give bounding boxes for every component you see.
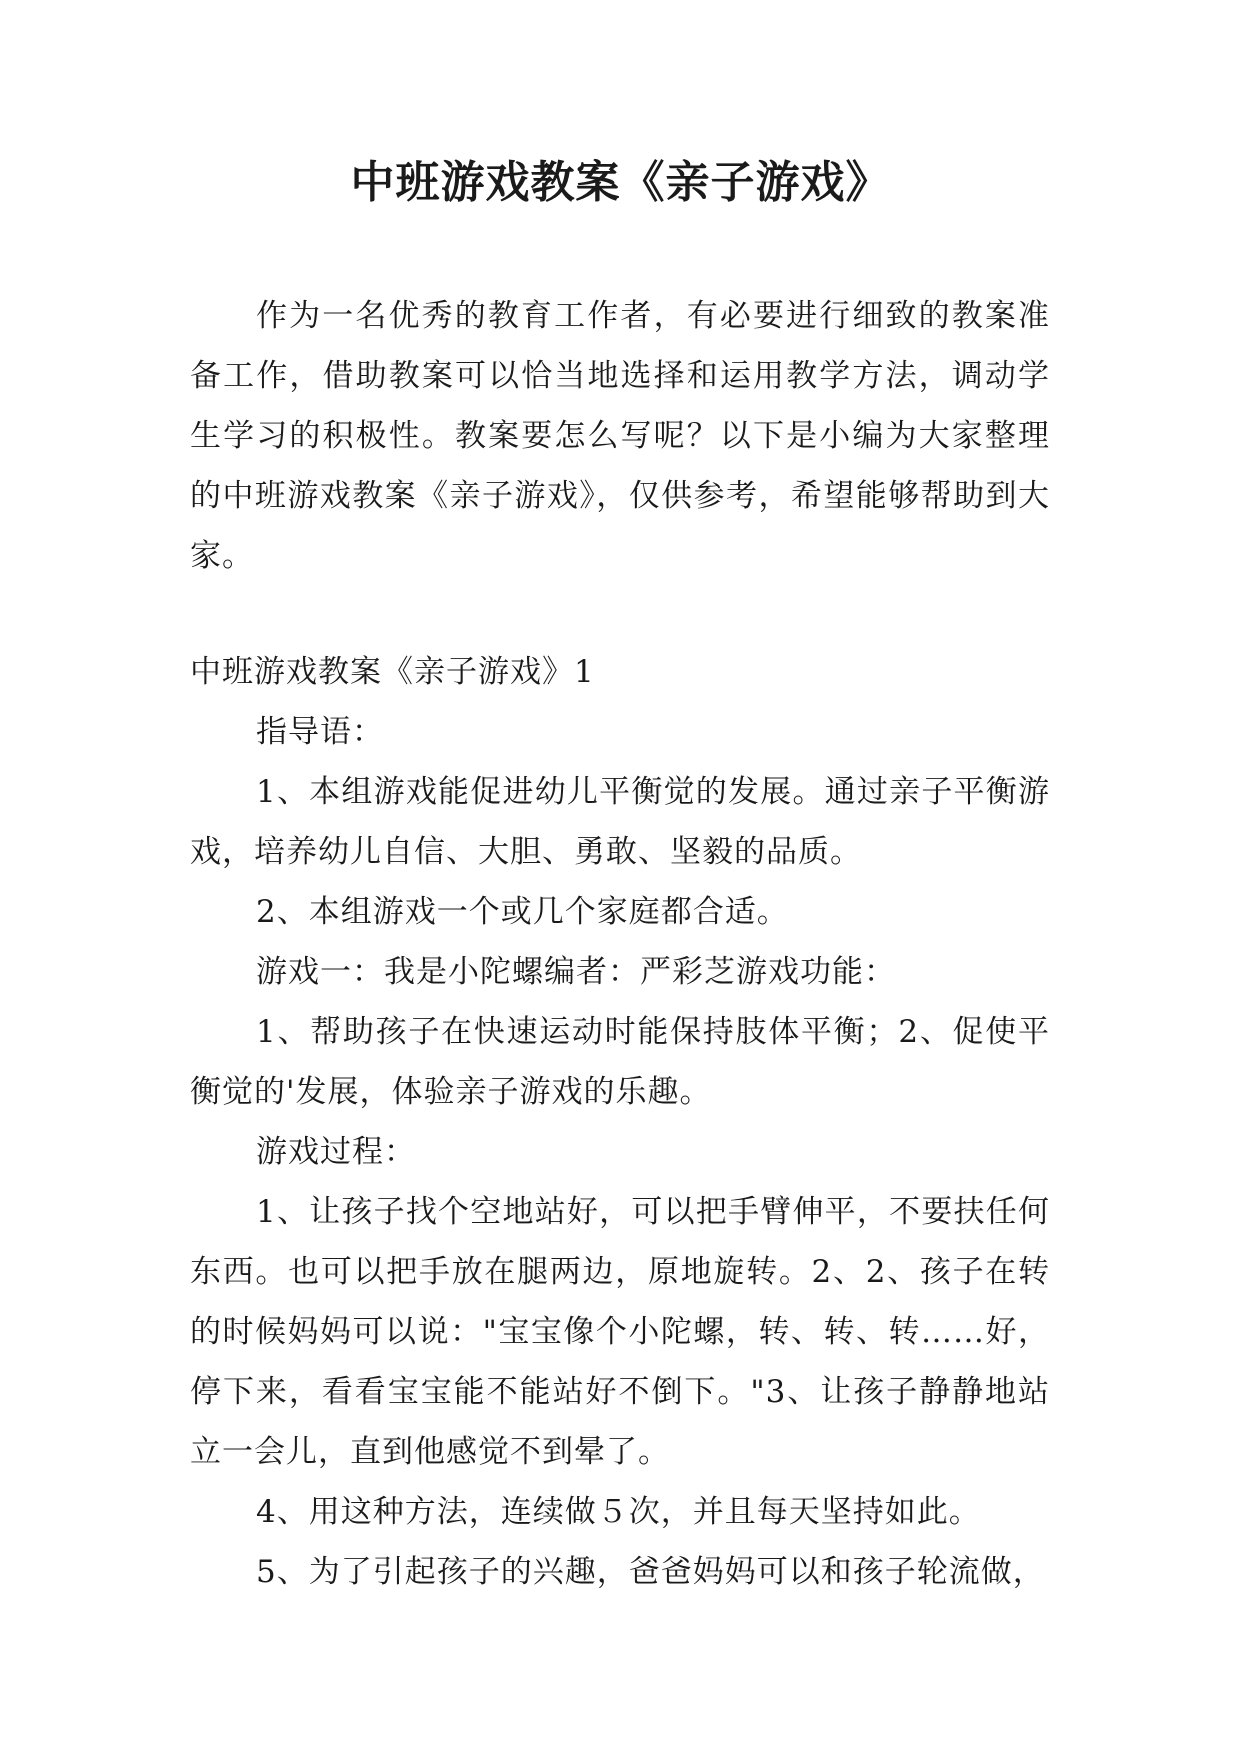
paragraph: 1、帮助孩子在快速运动时能保持肢体平衡；2、促使平衡觉的'发展，体验亲子游戏的乐趣。: [190, 1014, 1050, 1110]
intro-paragraph: 作为一名优秀的教育工作者，有必要进行细致的教案准备工作，借助教案可以恰当地选择和运用教学方法，调动学生学习的积极性。教案要怎么写呢？以下是小编为大家整理的中班游戏教案《亲子游戏》，仅供参考，希望能够帮助到大家。: [190, 298, 1050, 574]
paragraph: 指导语：: [256, 714, 384, 750]
paragraph: 5、为了引起孩子的兴趣，爸爸妈妈可以和孩子轮流做，: [256, 1554, 1045, 1590]
paragraph: 1、让孩子找个空地站好，可以把手臂伸平，不要扶任何东西。也可以把手放在腿两边，原地旋转。2、2、孩子在转的时候妈妈可以说："宝宝像个小陀螺，转、转、转……好，停下来，看看宝宝能不能站好不倒下。"3、让孩子静静地站立一会儿，直到他感觉不到晕了。: [190, 1194, 1050, 1470]
document-title: 中班游戏教案《亲子游戏》: [350, 157, 891, 208]
section-heading: 中班游戏教案《亲子游戏》1: [190, 654, 595, 690]
paragraph: 4、用这种方法，连续做５次，并且每天坚持如此。: [256, 1494, 981, 1530]
paragraph: 2、本组游戏一个或几个家庭都合适。: [256, 894, 789, 930]
spacer: [190, 586, 1050, 642]
document-body: [190, 286, 1050, 1602]
paragraph: 游戏过程：: [256, 1134, 416, 1170]
paragraph: 游戏一：我是小陀螺编者：严彩芝游戏功能：: [256, 954, 896, 990]
paragraph: 1、本组游戏能促进幼儿平衡觉的发展。通过亲子平衡游戏，培养幼儿自信、大胆、勇敢、坚毅的品质。: [190, 774, 1050, 870]
